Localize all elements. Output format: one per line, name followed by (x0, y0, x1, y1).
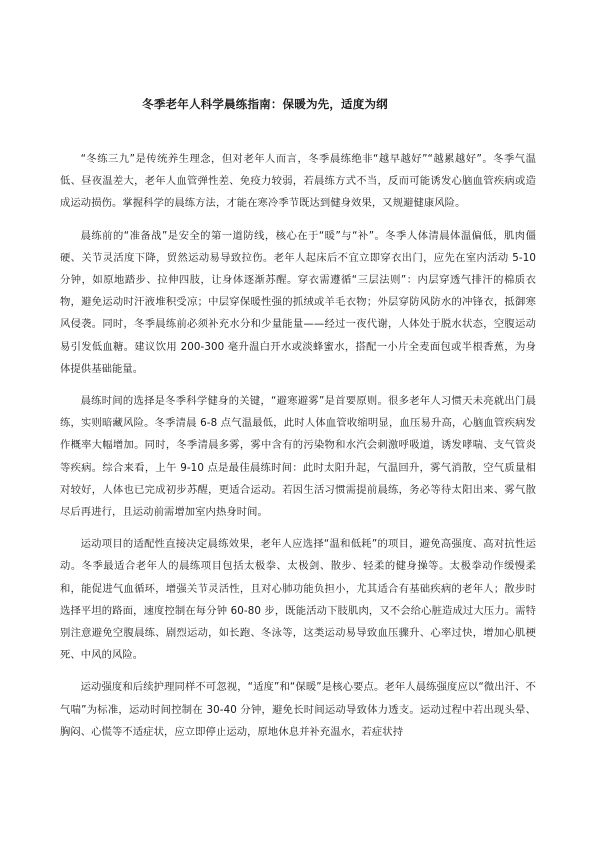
paragraph: 晨练时间的选择是冬季科学健身的关键，“避寒避雾”是首要原则。很多老年人习惯天未亮就出门晨练，实则暗藏风险。冬季清晨 6-8 点气温最低，此时人体血管收缩明显，血压易升高，心脑血管疾病发作概率大幅增加。同时，冬季清晨多雾，雾中含有的污染物和水汽会刺激呼吸道，诱发哮喘、支气管炎等疾病。综合来看，上午 9-10 点是最佳晨练时间：此时太阳升起，气温回升，雾气消散，空气质量相对较好，人体也已完成初步苏醒，更适合运动。若因生活习惯需提前晨练，务必等待太阳出来、雾气散尽后再进行，且运动前需增加室内热身时间。 (60, 395, 536, 519)
paragraph: 运动强度和后续护理同样不可忽视，“适度”和“保暖”是核心要点。老年人晨练强度应以“微出汗、不气喘”为标准，运动时间控制在 30-40 分钟，避免长时间运动导致体力透支。运动过程中若出现头晕、胸闷、心慌等不适症状，应立即停止运动，原地休息并补充温水，若症状持 (60, 681, 536, 738)
paragraph: 晨练前的“准备战”是安全的第一道防线，核心在于“暖”与“补”。冬季人体清晨体温偏低，肌肉僵硬、关节灵活度下降，贸然运动易导致拉伤。老年人起床后不宜立即穿衣出门，应先在室内活动 5-10 分钟，如原地踏步、拉伸四肢，让身体逐渐苏醒。穿衣需遵循“三层法则”：内层穿透气排汗的棉质衣物，避免运动时汗液堆积受凉；中层穿保暖性强的抓绒或羊毛衣物；外层穿防风防水的冲锋衣，抵御寒风侵袭。同时，冬季晨练前必须补充水分和少量能量——经过一夜代谢，人体处于脱水状态，空腹运动易引发低血糖。建议饮用 200-300 毫升温白开水或淡蜂蜜水，搭配一小片全麦面包或半根香蕉，为身体提供基础能量。 (60, 229, 536, 375)
paragraph: “冬练三九”是传统养生理念，但对老年人而言，冬季晨练绝非“越早越好”“越累越好”。冬季气温低、昼夜温差大，老年人血管弹性差、免疫力较弱，若晨练方式不当，反而可能诱发心脑血管疾病或造成运动损伤。掌握科学的晨练方法，才能在寒冷季节既达到健身效果，又规避健康风险。 (60, 153, 536, 210)
document-title: 冬季老年人科学晨练指南：保暖为先，适度为纲 (142, 97, 388, 111)
paragraph: 运动项目的适配性直接决定晨练效果，老年人应选择“温和低耗”的项目，避免高强度、高对抗性运动。冬季最适合老年人的晨练项目包括太极拳、太极剑、散步、轻柔的健身操等。太极拳动作缓慢柔和，能促进气血循环，增强关节灵活性，且对心肺功能负担小，尤其适合有基础疾病的老年人；散步时选择平坦的路面，速度控制在每分钟 60-80 步，既能活动下肢肌肉，又不会给心脏造成过大压力。需特别注意避免空腹晨练、剧烈运动，如长跑、冬泳等，这类运动易导致血压骤升、心率过快，增加心肌梗死、中风的风险。 (60, 538, 536, 662)
document-body (60, 148, 536, 753)
